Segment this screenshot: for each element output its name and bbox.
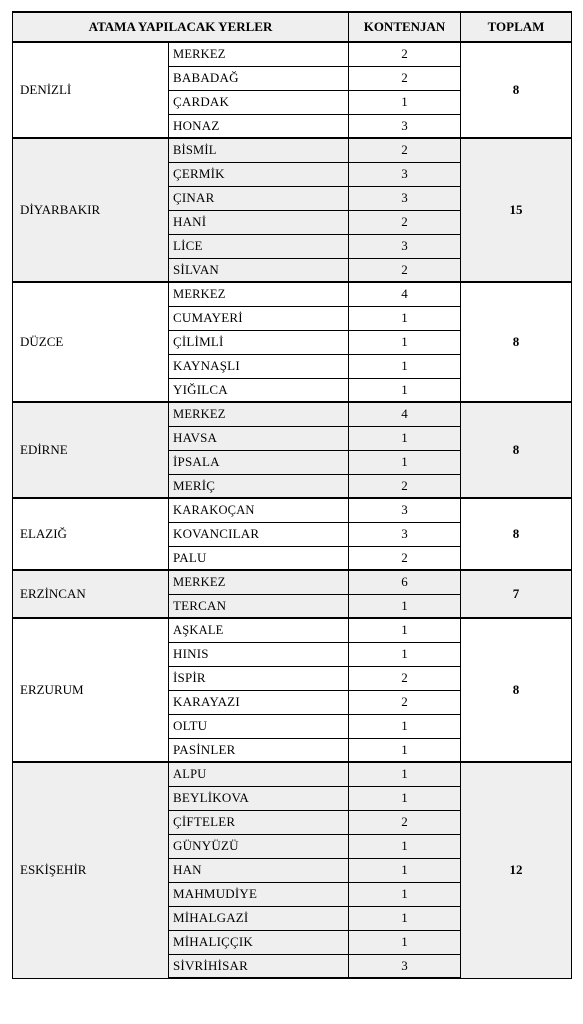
district-quota: 2 xyxy=(349,810,461,834)
district-quota: 1 xyxy=(349,90,461,114)
district-name: PALU xyxy=(169,546,349,570)
district-name: HAN xyxy=(169,858,349,882)
district-quota: 1 xyxy=(349,594,461,618)
district-name: SİVRİHİSAR xyxy=(169,954,349,978)
district-name: BİSMİL xyxy=(169,138,349,162)
district-name: HINIS xyxy=(169,642,349,666)
table-row xyxy=(13,762,572,786)
province-group xyxy=(13,762,572,978)
quota-table xyxy=(12,11,572,979)
table-row xyxy=(13,402,572,426)
district-name: ÇİLİMLİ xyxy=(169,330,349,354)
district-name: ÇINAR xyxy=(169,186,349,210)
district-name: ÇARDAK xyxy=(169,90,349,114)
district-name: CUMAYERİ xyxy=(169,306,349,330)
district-name: BEYLİKOVA xyxy=(169,786,349,810)
district-name: BABADAĞ xyxy=(169,66,349,90)
district-name: MERKEZ xyxy=(169,402,349,426)
district-quota: 1 xyxy=(349,738,461,762)
district-name: TERCAN xyxy=(169,594,349,618)
district-quota: 3 xyxy=(349,498,461,522)
table-header xyxy=(13,12,572,42)
header-quota: KONTENJAN xyxy=(349,12,461,42)
district-quota: 3 xyxy=(349,114,461,138)
district-name: YIĞILCA xyxy=(169,378,349,402)
district-name: KARAYAZI xyxy=(169,690,349,714)
province-group xyxy=(13,402,572,498)
table-row xyxy=(13,618,572,642)
district-name: MERİÇ xyxy=(169,474,349,498)
district-name: MERKEZ xyxy=(169,282,349,306)
district-name: HAVSA xyxy=(169,426,349,450)
district-quota: 4 xyxy=(349,282,461,306)
district-quota: 2 xyxy=(349,690,461,714)
district-quota: 1 xyxy=(349,858,461,882)
district-quota: 2 xyxy=(349,210,461,234)
table-row xyxy=(13,282,572,306)
province-group xyxy=(13,498,572,570)
district-quota: 2 xyxy=(349,546,461,570)
district-name: ALPU xyxy=(169,762,349,786)
province-total: 8 xyxy=(461,498,572,570)
district-quota: 3 xyxy=(349,522,461,546)
header-total: TOPLAM xyxy=(461,12,572,42)
province-total: 8 xyxy=(461,618,572,762)
district-name: KARAKOÇAN xyxy=(169,498,349,522)
header-places: ATAMA YAPILACAK YERLER xyxy=(13,12,349,42)
district-quota: 4 xyxy=(349,402,461,426)
province-total: 8 xyxy=(461,282,572,402)
district-quota: 1 xyxy=(349,330,461,354)
district-quota: 1 xyxy=(349,378,461,402)
district-name: ÇİFTELER xyxy=(169,810,349,834)
district-name: AŞKALE xyxy=(169,618,349,642)
district-name: MİHALGAZİ xyxy=(169,906,349,930)
district-name: İSPİR xyxy=(169,666,349,690)
table-row xyxy=(13,570,572,594)
district-quota: 1 xyxy=(349,426,461,450)
district-quota: 1 xyxy=(349,930,461,954)
district-quota: 2 xyxy=(349,474,461,498)
province-name: DÜZCE xyxy=(13,282,169,402)
district-quota: 2 xyxy=(349,666,461,690)
district-name: MAHMUDİYE xyxy=(169,882,349,906)
district-name: MİHALIÇÇIK xyxy=(169,930,349,954)
district-name: KOVANCILAR xyxy=(169,522,349,546)
district-name: MERKEZ xyxy=(169,570,349,594)
district-quota: 2 xyxy=(349,258,461,282)
district-name: KAYNAŞLI xyxy=(169,354,349,378)
district-quota: 2 xyxy=(349,42,461,66)
district-quota: 1 xyxy=(349,618,461,642)
province-group xyxy=(13,42,572,138)
district-quota: 1 xyxy=(349,354,461,378)
province-name: DİYARBAKIR xyxy=(13,138,169,282)
district-quota: 1 xyxy=(349,306,461,330)
district-name: ÇERMİK xyxy=(169,162,349,186)
district-quota: 2 xyxy=(349,138,461,162)
district-quota: 1 xyxy=(349,762,461,786)
header-row xyxy=(13,12,572,42)
province-name: ESKİŞEHİR xyxy=(13,762,169,978)
district-quota: 1 xyxy=(349,882,461,906)
province-name: ERZURUM xyxy=(13,618,169,762)
province-name: ERZİNCAN xyxy=(13,570,169,618)
province-group xyxy=(13,282,572,402)
district-quota: 1 xyxy=(349,714,461,738)
province-name: EDİRNE xyxy=(13,402,169,498)
province-group xyxy=(13,618,572,762)
province-total: 8 xyxy=(461,42,572,138)
district-name: HONAZ xyxy=(169,114,349,138)
province-total: 7 xyxy=(461,570,572,618)
table-row xyxy=(13,42,572,66)
district-name: SİLVAN xyxy=(169,258,349,282)
district-quota: 2 xyxy=(349,66,461,90)
table-row xyxy=(13,138,572,162)
district-quota: 1 xyxy=(349,906,461,930)
district-name: OLTU xyxy=(169,714,349,738)
district-name: İPSALA xyxy=(169,450,349,474)
district-name: GÜNYÜZÜ xyxy=(169,834,349,858)
district-quota: 3 xyxy=(349,954,461,978)
province-name: DENİZLİ xyxy=(13,42,169,138)
province-total: 15 xyxy=(461,138,572,282)
district-quota: 1 xyxy=(349,642,461,666)
district-quota: 3 xyxy=(349,186,461,210)
district-quota: 3 xyxy=(349,234,461,258)
district-name: MERKEZ xyxy=(169,42,349,66)
district-quota: 1 xyxy=(349,786,461,810)
district-quota: 3 xyxy=(349,162,461,186)
province-total: 8 xyxy=(461,402,572,498)
district-name: HANİ xyxy=(169,210,349,234)
district-quota: 1 xyxy=(349,834,461,858)
province-group xyxy=(13,138,572,282)
province-name: ELAZIĞ xyxy=(13,498,169,570)
district-name: PASİNLER xyxy=(169,738,349,762)
province-total: 12 xyxy=(461,762,572,978)
district-name: LİCE xyxy=(169,234,349,258)
table-row xyxy=(13,498,572,522)
district-quota: 1 xyxy=(349,450,461,474)
district-quota: 6 xyxy=(349,570,461,594)
province-group xyxy=(13,570,572,618)
